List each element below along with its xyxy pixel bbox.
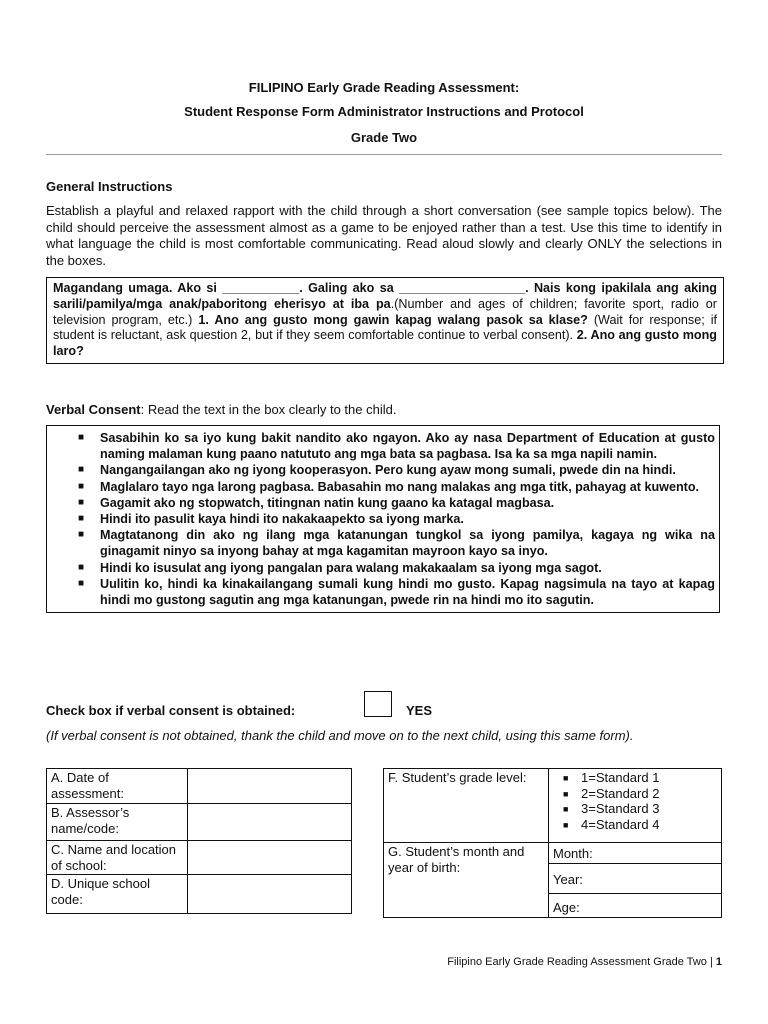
list-item: [78, 479, 715, 495]
consent-item-text: Hindi ko isusulat ang iyong pangalan para walang makakaalam sa iyong mga sagot.: [100, 560, 602, 575]
school-name-field[interactable]: [188, 841, 352, 875]
list-item: [78, 511, 715, 527]
consent-checkbox[interactable]: [364, 691, 392, 717]
list-item[interactable]: [563, 770, 717, 786]
question-note: (Wait for response; if student is reluctant, ask question 2, but if they seem comfortable continue to verbal consent).: [53, 312, 717, 343]
school-code-field[interactable]: [188, 875, 352, 914]
list-item[interactable]: [563, 816, 717, 833]
doc-subtitle: Student Response Form Administrator Instructions and Protocol: [184, 104, 584, 119]
question-2: 2. Ano ang gusto mong laro?: [53, 328, 717, 359]
list-item: [78, 527, 715, 559]
bullet-icon: ■: [563, 804, 569, 814]
consent-check-label: Check box if verbal consent is obtained:: [46, 703, 296, 718]
consent-item-text: Hindi ito pasulit kaya hindi ito nakakaapekto sa iyong marka.: [100, 512, 464, 527]
date-field[interactable]: [188, 769, 352, 804]
bullet-icon: ■: [78, 577, 85, 589]
standard-option: 3=Standard 3: [581, 801, 660, 816]
grade-level-label: F. Student’s grade level:: [384, 769, 549, 843]
bullet-icon: ■: [563, 773, 569, 783]
bullet-icon: ■: [78, 529, 85, 541]
school-info-table: [46, 768, 352, 914]
consent-item-text: Uulitin ko, hindi ka kinakailangang sumali kung hindi mo gusto. Kapag nagsimula na tayo at kapag hindi mo gustong sagutin ang mga katanungan, pwede rin na hindi mo ito sagutin.: [100, 576, 715, 608]
date-label: A. Date of assessment:: [47, 769, 188, 804]
verbal-consent-text: : Read the text in the box clearly to the child.: [140, 402, 397, 417]
list-item[interactable]: [563, 801, 717, 817]
list-item: [78, 495, 715, 511]
age-field[interactable]: Age:: [549, 893, 722, 917]
consent-item-text: Maglalaro tayo nga larong pagbasa. Babasahin mo nang malakas ang mga titk, pahayag at kuwento.: [100, 479, 700, 494]
question-1: 1. Ano ang gusto mong gawin kapag walang pasok sa klase?: [198, 312, 588, 327]
standard-list: [553, 770, 717, 832]
footer-text: Filipino Early Grade Reading Assessment Grade Two |: [447, 956, 716, 968]
grade-title: Grade Two: [350, 130, 418, 145]
assessor-label: B. Assessor’s name/code:: [47, 804, 188, 841]
bullet-icon: ■: [78, 496, 85, 508]
bullet-icon: ■: [78, 480, 85, 492]
doc-title: FILIPINO Early Grade Reading Assessment:: [248, 80, 520, 95]
consent-item-text: Magtatanong din ako ng ilang mga katanungan tungkol sa iyong pamilya, kagaya ng wika na ginagamit ninyo sa inyong bahay at mga kagamitan mayroon kayo sa inyo.: [100, 528, 715, 559]
bullet-icon: ■: [563, 819, 569, 830]
student-info-table: [383, 768, 722, 918]
month-field[interactable]: Month:: [549, 843, 722, 864]
page-footer: [447, 956, 722, 968]
list-item: [78, 430, 715, 462]
school-name-label: C. Name and location of school:: [47, 841, 188, 875]
checkbox-underline: [364, 716, 392, 717]
consent-note: (If verbal consent is not obtained, thank the child and move on to the next child, using this same form).: [46, 728, 634, 743]
assessor-field[interactable]: [188, 804, 352, 841]
bullet-icon: ■: [78, 561, 85, 573]
birth-label: G. Student’s month and year of birth:: [384, 843, 549, 918]
intro-greeting: Magandang umaga. Ako si ___________. Galing ako sa __________________. Nais kong ipakilala ang aking sarili/pamilya/mga anak/paboritong eherisyo at iba pa: [53, 281, 717, 311]
bullet-icon: ■: [563, 788, 569, 799]
list-item: [78, 560, 715, 576]
header-divider: [46, 154, 722, 155]
standard-option: 4=Standard 4: [581, 816, 660, 832]
intro-script-box: [46, 277, 724, 364]
bullet-icon: ■: [78, 513, 85, 525]
list-item[interactable]: [563, 785, 717, 802]
year-field[interactable]: Year:: [549, 863, 722, 893]
bullet-icon: ■: [78, 464, 85, 476]
yes-label: YES: [406, 703, 433, 718]
grade-level-options: [549, 769, 722, 843]
general-instructions-text: Establish a playful and relaxed rapport with the child through a short conversation (see sample topics below). The child should perceive the assessment almost as a game to be enjoyed rather than a test. Use this time to identify in what language the child is most comfortable communicating. Read aloud slowly and clearly ONLY the selections in the boxes.: [46, 203, 722, 268]
list-item: [78, 462, 715, 478]
standard-option: 2=Standard 2: [581, 785, 660, 801]
intro-note: .(Number and ages of children; favorite sport, radio or television program, etc.): [53, 296, 717, 327]
consent-item-text: Gagamit ako ng stopwatch, titingnan natin kung gaano ka katagal magbasa.: [100, 495, 555, 510]
consent-list: [47, 430, 715, 608]
verbal-consent-label: Verbal Consent: [46, 402, 141, 417]
page-number: 1: [715, 956, 722, 968]
consent-item-text: Sasabihin ko sa iyo kung bakit nandito ako ngayon. Ako ay nasa Department of Education at gusto naming malaman kung paano natututo ang mga bata sa pagbasa. Isa ka sa mga napili namin.: [100, 431, 715, 462]
school-code-label: D. Unique school code:: [47, 875, 188, 914]
bullet-icon: ■: [78, 432, 85, 443]
consent-script-box: [46, 425, 720, 613]
general-instructions-heading: General Instructions: [46, 179, 173, 194]
list-item: [78, 576, 715, 608]
consent-item-text: Nangangailangan ako ng iyong kooperasyon. Pero kung ayaw mong sumali, pwede din na hindi.: [100, 463, 676, 478]
verbal-consent-instruction: [46, 402, 396, 417]
standard-option: 1=Standard 1: [581, 770, 660, 785]
